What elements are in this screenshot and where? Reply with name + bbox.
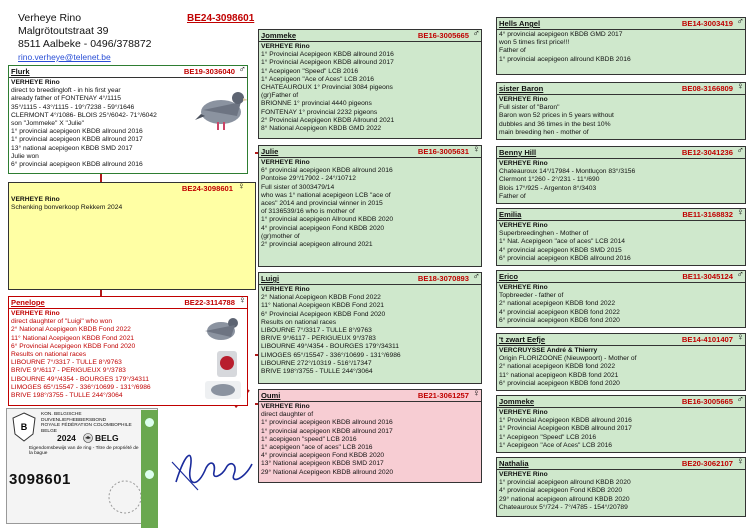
gp-ring: BE18-3070893 <box>417 274 469 283</box>
ggp-line: 1° Provincial Acepigeon KBDB allround 2016 <box>499 417 632 425</box>
ggp-line: Full sister of "Baron" <box>499 104 560 112</box>
ggp-name: Erico <box>499 272 518 281</box>
gp-line: 1° Provincial Acepigeon KBDB allround 2016 <box>261 51 394 59</box>
female-icon: ♀ <box>472 389 480 399</box>
gp-line: BRIVE 9°/6117 - PERIGUEUX 9°/3783 <box>261 335 376 343</box>
ggp-line: 6° provincial acepigeon KBDB allround 2016 <box>499 254 631 262</box>
gp-line: 2° Provincial Acepigeon KBDB Allround 2021 <box>261 116 395 124</box>
ggp-ring: BE08-3166809 <box>681 84 733 93</box>
belgian-federation-logo-icon <box>11 412 37 442</box>
gp-line: 1° Acepigeon "Speed" LCB 2016 <box>261 67 359 75</box>
gp-line: FONTENAY 1° provincial 2232 pigeons <box>261 108 378 116</box>
ggp-line: 29° national acepigeon allround KBDB 2020 <box>499 495 630 503</box>
mother-line: 2° National Acepigeon KBDB Fond 2022 <box>11 326 131 334</box>
grandmother-maternal-box[interactable] <box>258 389 482 483</box>
connector-line <box>100 173 102 182</box>
ggp-line: Chateauroux 5°/724 - 7°/4785 - 154°/20789 <box>499 503 628 511</box>
gp-line: BRIONNE 1° provincial 4440 pigeons <box>261 100 372 108</box>
ring-card-title: Eigendomsbewijs van de ring - Titre de propriété de la bague <box>29 446 139 456</box>
gp-line: who was 1° national acepigeon LCB "ace of <box>261 191 391 199</box>
ggp-name: Emilia <box>499 210 522 219</box>
ring-card-org <box>41 412 141 434</box>
ggp-line: 2° national acepigeon KBDB fond 2022 <box>499 300 616 308</box>
ggp-body <box>497 159 745 202</box>
gp-line: 8° National Acepigeon KBDB GMD 2022 <box>261 125 382 133</box>
ggp-box[interactable] <box>496 457 746 517</box>
ggp-line: 4° provincial acepigeon KBDB GMD 2017 <box>499 31 623 38</box>
ggp-line: 1° provincial acepigeon allround KBDB 2016 <box>499 55 631 63</box>
father-line: 1° provincial acepigeon KBDB allround 2016 <box>11 128 143 136</box>
ggp-line: won 5 times first price!!! <box>499 39 570 47</box>
male-icon: ♂ <box>736 395 744 405</box>
female-icon: ♀ <box>238 296 246 306</box>
ggp-owner: VERHEYE Rino <box>499 409 548 416</box>
male-icon: ♂ <box>238 65 246 75</box>
ggp-box[interactable] <box>496 146 746 204</box>
ggp-line: Baron won 52 prices in 5 years without <box>499 112 614 120</box>
ggp-line: 11° national acepigeon KBDB fond 2021 <box>499 371 619 379</box>
gp-line: 1° acepigeon "speed" LCB 2016 <box>261 435 357 443</box>
ggp-body <box>497 470 745 513</box>
gp-ring: BE16-3005665 <box>417 31 469 40</box>
ggp-box[interactable] <box>496 395 746 453</box>
ggp-ring: BE16-3005665 <box>681 397 733 406</box>
father-line: 1° provincial acepigeon KBDB allround 2017 <box>11 136 143 144</box>
breeder-email[interactable]: rino.verheye@telenet.be <box>18 52 111 62</box>
ggp-line: Superbreedinghen - Mother of <box>499 230 589 238</box>
father-line: direct to breedingloft - in his first year <box>11 87 121 95</box>
ring-stamp-icon <box>107 479 143 515</box>
gp-body <box>259 285 481 377</box>
gp-line: Full sister of 3003479/14 <box>261 183 335 191</box>
mother-body <box>9 309 189 401</box>
ggp-body <box>497 346 745 389</box>
female-icon: ♀ <box>736 82 744 92</box>
ggp-line: 1° Nat. Acepigeon "ace of aces" LCB 2014 <box>499 238 626 246</box>
mother-line: 11° National Acepigeon KBDB Fond 2021 <box>11 334 135 342</box>
ggp-box[interactable] <box>496 208 746 266</box>
mother-owner: VERHEYE Rino <box>11 310 60 317</box>
breeder-name: Verheye Rino <box>18 12 82 24</box>
ggp-name: sister Baron <box>499 84 544 93</box>
male-icon: ♂ <box>736 146 744 156</box>
gp-line: LIBOURNE 49°/4354 - BOURGES 179°/34311 <box>261 343 399 351</box>
ggp-line: Origin FLORIZOONE (Nieuwpoort) - Mother of <box>499 355 637 363</box>
mother-ring: BE22-3114788 <box>184 298 235 307</box>
male-icon: ♂ <box>472 29 480 39</box>
ggp-ring: BE11-3168832 <box>682 210 733 219</box>
ggp-owner: VERHEYE Rino <box>499 222 548 229</box>
father-line: Julie won <box>11 152 39 160</box>
gp-line: CHATEAUROUX 1° Provincial 3084 pigeons <box>261 84 393 92</box>
ggp-box[interactable] <box>496 17 746 75</box>
ring-card-green-strip <box>141 410 158 528</box>
ggp-ring: BE20-3062107 <box>681 459 733 468</box>
subject-box[interactable] <box>8 182 256 290</box>
ggp-line: Clermont 1°260 - 2°/231 - 11°/690 <box>499 176 600 184</box>
father-line: 35°/1115 - 43°/1115 - 19°/7238 - 59°/1646 <box>11 103 135 111</box>
female-icon: ♀ <box>736 208 744 218</box>
gp-line: Results on national races <box>261 318 337 326</box>
subject-body <box>9 195 255 213</box>
ggp-owner: VERHEYE Rino <box>499 96 548 103</box>
female-icon: ♀ <box>472 145 480 155</box>
strip-hole <box>145 470 154 479</box>
mother-line: LIMOGES 65°/15547 - 336°/10699 - 131°/6986 <box>11 383 151 391</box>
ggp-line: 1° Acepigeon "Ace of Aces" LCB 2016 <box>499 441 613 449</box>
mother-line: LIBOURNE 49°/4354 - BOURGES 179°/34311 <box>11 375 149 383</box>
gp-line: 11° National Acepigeon KBDB Fond 2021 <box>261 302 385 310</box>
gp-line: direct daughter of <box>261 411 314 419</box>
ggp-name: Nathalia <box>499 459 529 468</box>
gp-line: aces" 2014 and provincial winner in 2015 <box>261 200 383 208</box>
pigeon-photo-icon <box>197 311 247 403</box>
father-line: CLERMONT 4°/1086- BLOIS 25°/6042- 71°/6042 <box>11 111 157 119</box>
subject-ring: BE24-3098601 <box>181 184 233 193</box>
ggp-owner: VERHEYE Rino <box>499 471 548 478</box>
ggp-name: Benny Hill <box>499 148 537 157</box>
gp-line: (gr)Father of <box>261 92 299 100</box>
gp-line: 1° provincial acepigeon KBDB allround 2016 <box>261 419 393 427</box>
svg-text:B: B <box>20 422 28 432</box>
mother-line: 6° Provincial Acepigeon KBDB Fond 2020 <box>11 342 136 350</box>
main-ring-number: BE24-3098601 <box>187 13 255 24</box>
ring-card-number: 3098601 <box>9 471 71 488</box>
grandfather-maternal-box[interactable] <box>258 272 482 384</box>
gp-name: Jommeke <box>261 31 297 40</box>
ggp-line: 4° provincial acepigeon KBDB SMD 2015 <box>499 246 622 254</box>
ggp-line: 2° national acepigeon KBDB fond 2022 <box>499 363 616 371</box>
gp-line: 4° provincial acepigeon Fond KBDB 2020 <box>261 452 385 460</box>
female-icon: ♀ <box>237 182 245 192</box>
male-icon: ♂ <box>472 272 480 282</box>
subject-owner: VERHEYE Rino <box>11 196 60 203</box>
ggp-line: 4° provincial acepigeon Fond KBDB 2020 <box>499 487 623 495</box>
male-icon: ♂ <box>736 17 744 27</box>
ring-card-country: BELG <box>95 433 119 443</box>
ggp-ring: BE14-3003419 <box>681 19 733 28</box>
ggp-box[interactable] <box>496 82 746 140</box>
gp-line: 2° provincial acepigeon allround 2021 <box>261 241 373 249</box>
mother-name: Penelope <box>11 298 45 307</box>
ggp-box[interactable] <box>496 270 746 328</box>
subject-line: Schenking bonverkoop Rekkem 2024 <box>11 204 123 212</box>
ggp-ring: BE11-3045124 <box>682 272 733 281</box>
father-owner: VERHEYE Rino <box>11 79 60 86</box>
gp-line: 6° provincial acepigeon KBDB allround 2016 <box>261 167 393 175</box>
ring-ownership-card <box>6 408 158 524</box>
gp-line: LIBOURNE 272°/10319 - 516°/17347 <box>261 359 372 367</box>
ggp-line: 4° provincial acepigeon KBDB fond 2022 <box>499 308 620 316</box>
mother-box[interactable] <box>8 296 248 406</box>
ggp-line: 1° provincial acepigeon allround KBDB 2020 <box>499 479 631 487</box>
ggp-body <box>497 221 745 264</box>
gp-line: 1° provincial acepigeon Allround KBDB 2020 <box>261 216 394 224</box>
gp-line: 1° Acepigeon "Ace of Aces" LCB 2016 <box>261 75 375 83</box>
gp-name: Julie <box>261 147 279 156</box>
breeder-city-phone: 8511 Aalbeke - 0496/378872 <box>18 38 152 50</box>
mother-line: LIBOURNE 7°/3317 - TULLE 8°/9763 <box>11 359 122 367</box>
ggp-line: 6° provincial acepigeon KBDB fond 2020 <box>499 379 620 387</box>
male-icon: ♂ <box>736 270 744 280</box>
ggp-line: Father of <box>499 47 526 55</box>
ring-card-org-line2: ROYALE FÉDÉRATION COLOMBOPHILE BELGE <box>41 423 132 434</box>
ggp-ring: BE12-3041236 <box>681 148 733 157</box>
ggp-line: dubbles and 36 times in the best 10% <box>499 120 611 128</box>
gp-line: LIMOGES 65°/15547 - 336°/10699 - 131°/6986 <box>261 351 401 359</box>
ggp-ring: BE14-4101407 <box>681 335 733 344</box>
gp-line: (gr)mother of <box>261 232 300 240</box>
ggp-body <box>497 95 745 138</box>
ggp-name: Hells Angel <box>499 19 541 28</box>
gp-body <box>259 402 481 478</box>
female-icon: ♀ <box>736 333 744 343</box>
ring-card-year: 2024 <box>57 433 76 443</box>
ggp-line: Chateauroux 14°/17984 - Montluçon 83°/3156 <box>499 168 636 176</box>
gp-line: 13° National acepigeon KBDB SMD 2017 <box>261 460 384 468</box>
father-line: son "Jommeke" X "Julie" <box>11 120 85 128</box>
ggp-owner: VERHEYE Rino <box>499 160 548 167</box>
breeder-street: Malgrötoutstraat 39 <box>18 25 109 37</box>
mother-line: Results on national races <box>11 351 87 359</box>
gp-ring: BE21-3061257 <box>417 391 469 400</box>
ggp-line: Blois 17°/925 - Argenton 8°/3403 <box>499 184 597 192</box>
ggp-line: Topbreeder - father of <box>499 292 564 300</box>
ggp-name: 't zwart Eefje <box>499 335 546 344</box>
gp-owner: VERHEYE Rino <box>261 286 310 293</box>
gp-line: Pontoise 29°/17902 - 24°/10712 <box>261 175 356 183</box>
pigeon-photo-icon <box>193 84 248 134</box>
bird-emblem-icon <box>83 433 93 443</box>
father-name: Flurk <box>11 67 30 76</box>
breeder-header <box>18 12 188 64</box>
ggp-body <box>497 30 745 65</box>
gp-owner: VERHEYE Rino <box>261 403 310 410</box>
mother-line: BRIVE 198°/3755 - TULLE 244°/3064 <box>11 392 123 400</box>
gp-line: BRIVE 198°/3755 - TULLE 244°/3064 <box>261 368 373 376</box>
father-box[interactable] <box>8 65 248 174</box>
ggp-box[interactable] <box>496 333 746 391</box>
gp-body <box>259 158 481 250</box>
gp-line: LIBOURNE 7°/3317 - TULLE 8°/9763 <box>261 327 372 335</box>
father-body <box>9 78 189 170</box>
mother-line: BRIVE 9°/6117 - PERIGUEUX 9°/3783 <box>11 367 126 375</box>
ggp-owner: VERHEYE Rino <box>499 284 548 291</box>
gp-line: 4° provincial acepigeon Fond KBDB 2020 <box>261 224 385 232</box>
gp-line: 1° Provincial Acepigeon KBDB allround 2017 <box>261 59 394 67</box>
gp-line: 1° acepigeon "ace of aces" LCB 2016 <box>261 444 373 452</box>
ggp-line: 1° Provincial Acepigeon KBDB allround 2017 <box>499 425 632 433</box>
grandmother-paternal-box[interactable] <box>258 145 482 267</box>
gp-line: 6° Provincial Acepigeon KBDB Fond 2020 <box>261 310 386 318</box>
ggp-owner: VERCRUYSSE André & Thierry <box>499 347 598 354</box>
ggp-line: 6° provincial acepigeon KBDB fond 2020 <box>499 316 620 324</box>
mother-line: direct daughter of "Luigi" who won <box>11 318 113 326</box>
father-line: 13° national acepigeon KBDB SMD 2017 <box>11 144 133 152</box>
ggp-body <box>497 408 745 451</box>
ggp-line: main breeding hen - mother of <box>499 128 589 136</box>
gp-ring: BE16-3005631 <box>417 147 469 156</box>
gp-owner: VERHEYE Rino <box>261 43 310 50</box>
ggp-body <box>497 283 745 326</box>
female-icon: ♀ <box>736 457 744 467</box>
breeder-signature <box>168 440 258 500</box>
ggp-line: Father of <box>499 192 526 200</box>
father-line: already father of FONTENAY 4°/1115 <box>11 95 121 103</box>
ring-card-org-line1: KON. BELGISCHE DUIVENLIEFHEBBERSBOND <box>41 412 107 423</box>
gp-line: 1° provincial acepigeon KBDB allround 2017 <box>261 427 393 435</box>
strip-hole <box>145 418 154 427</box>
ggp-name: Jommeke <box>499 397 535 406</box>
gp-name: Oumi <box>261 391 281 400</box>
father-line: 6° provincial acepigeon KBDB allround 2016 <box>11 161 143 169</box>
father-ring: BE19-3036040 <box>183 67 235 76</box>
ggp-line: 1° Acepigeon "Speed" LCB 2016 <box>499 433 597 441</box>
gp-owner: VERHEYE Rino <box>261 159 310 166</box>
grandfather-paternal-box[interactable] <box>258 29 482 139</box>
gp-line: of 3136539/16 who is mother of <box>261 208 355 216</box>
gp-line: 29° National Acepigeon KBDB allround 2020 <box>261 468 394 476</box>
gp-line: 2° National Acepigeon KBDB Fond 2022 <box>261 294 381 302</box>
gp-body <box>259 42 481 134</box>
gp-name: Luigi <box>261 274 280 283</box>
